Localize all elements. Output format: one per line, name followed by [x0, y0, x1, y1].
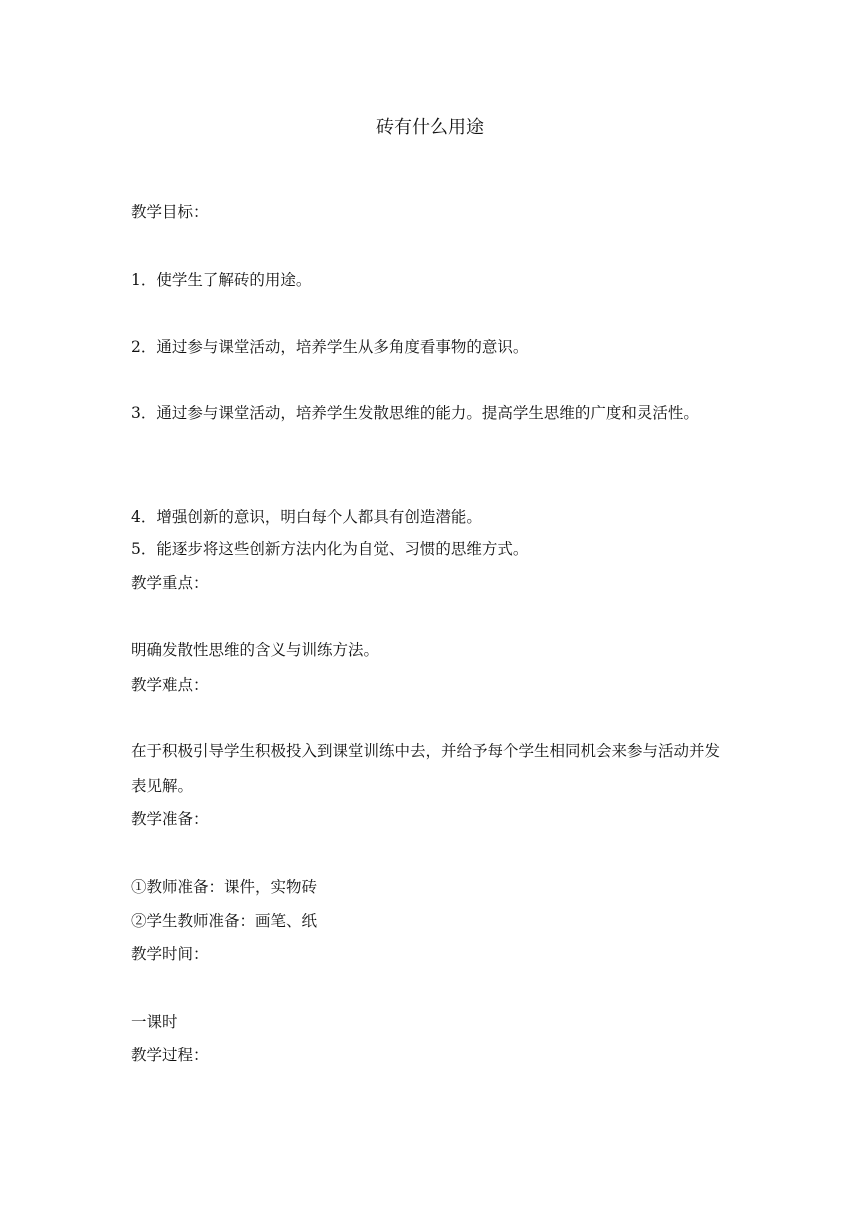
time-text: 一课时 [131, 1013, 178, 1031]
difficulties-text: 在于积极引导学生积极投入到课堂训练中去，并给予每个学生相同机会来参与活动并发表见解。 [131, 742, 721, 795]
objective-item-1: 1．使学生了解砖的用途。 [131, 271, 312, 289]
process-heading: 教学过程： [131, 1046, 209, 1064]
key-points-text: 明确发散性思维的含义与训练方法。 [131, 641, 380, 659]
preparation-item-2: ②学生教师准备：画笔、纸 [131, 912, 318, 930]
preparation-item-1: ①教师准备：课件，实物砖 [131, 878, 318, 896]
objective-item-5: 5．能逐步将这些创新方法内化为自觉、习惯的思维方式。 [131, 540, 529, 558]
objectives-heading: 教学目标： [131, 203, 209, 221]
objective-item-3: 3．通过参与课堂活动，培养学生发散思维的能力。提高学生思维的广度和灵活性。 [131, 404, 699, 422]
preparation-heading: 教学准备： [131, 810, 209, 828]
difficulties-heading: 教学难点： [131, 676, 209, 694]
key-points-heading: 教学重点： [131, 574, 209, 592]
document-title: 砖有什么用途 [376, 117, 484, 138]
objective-item-4: 4．增强创新的意识，明白每个人都具有创造潜能。 [131, 508, 482, 526]
objective-item-2: 2．通过参与课堂活动，培养学生从多角度看事物的意识。 [131, 338, 529, 356]
time-heading: 教学时间： [131, 945, 209, 963]
